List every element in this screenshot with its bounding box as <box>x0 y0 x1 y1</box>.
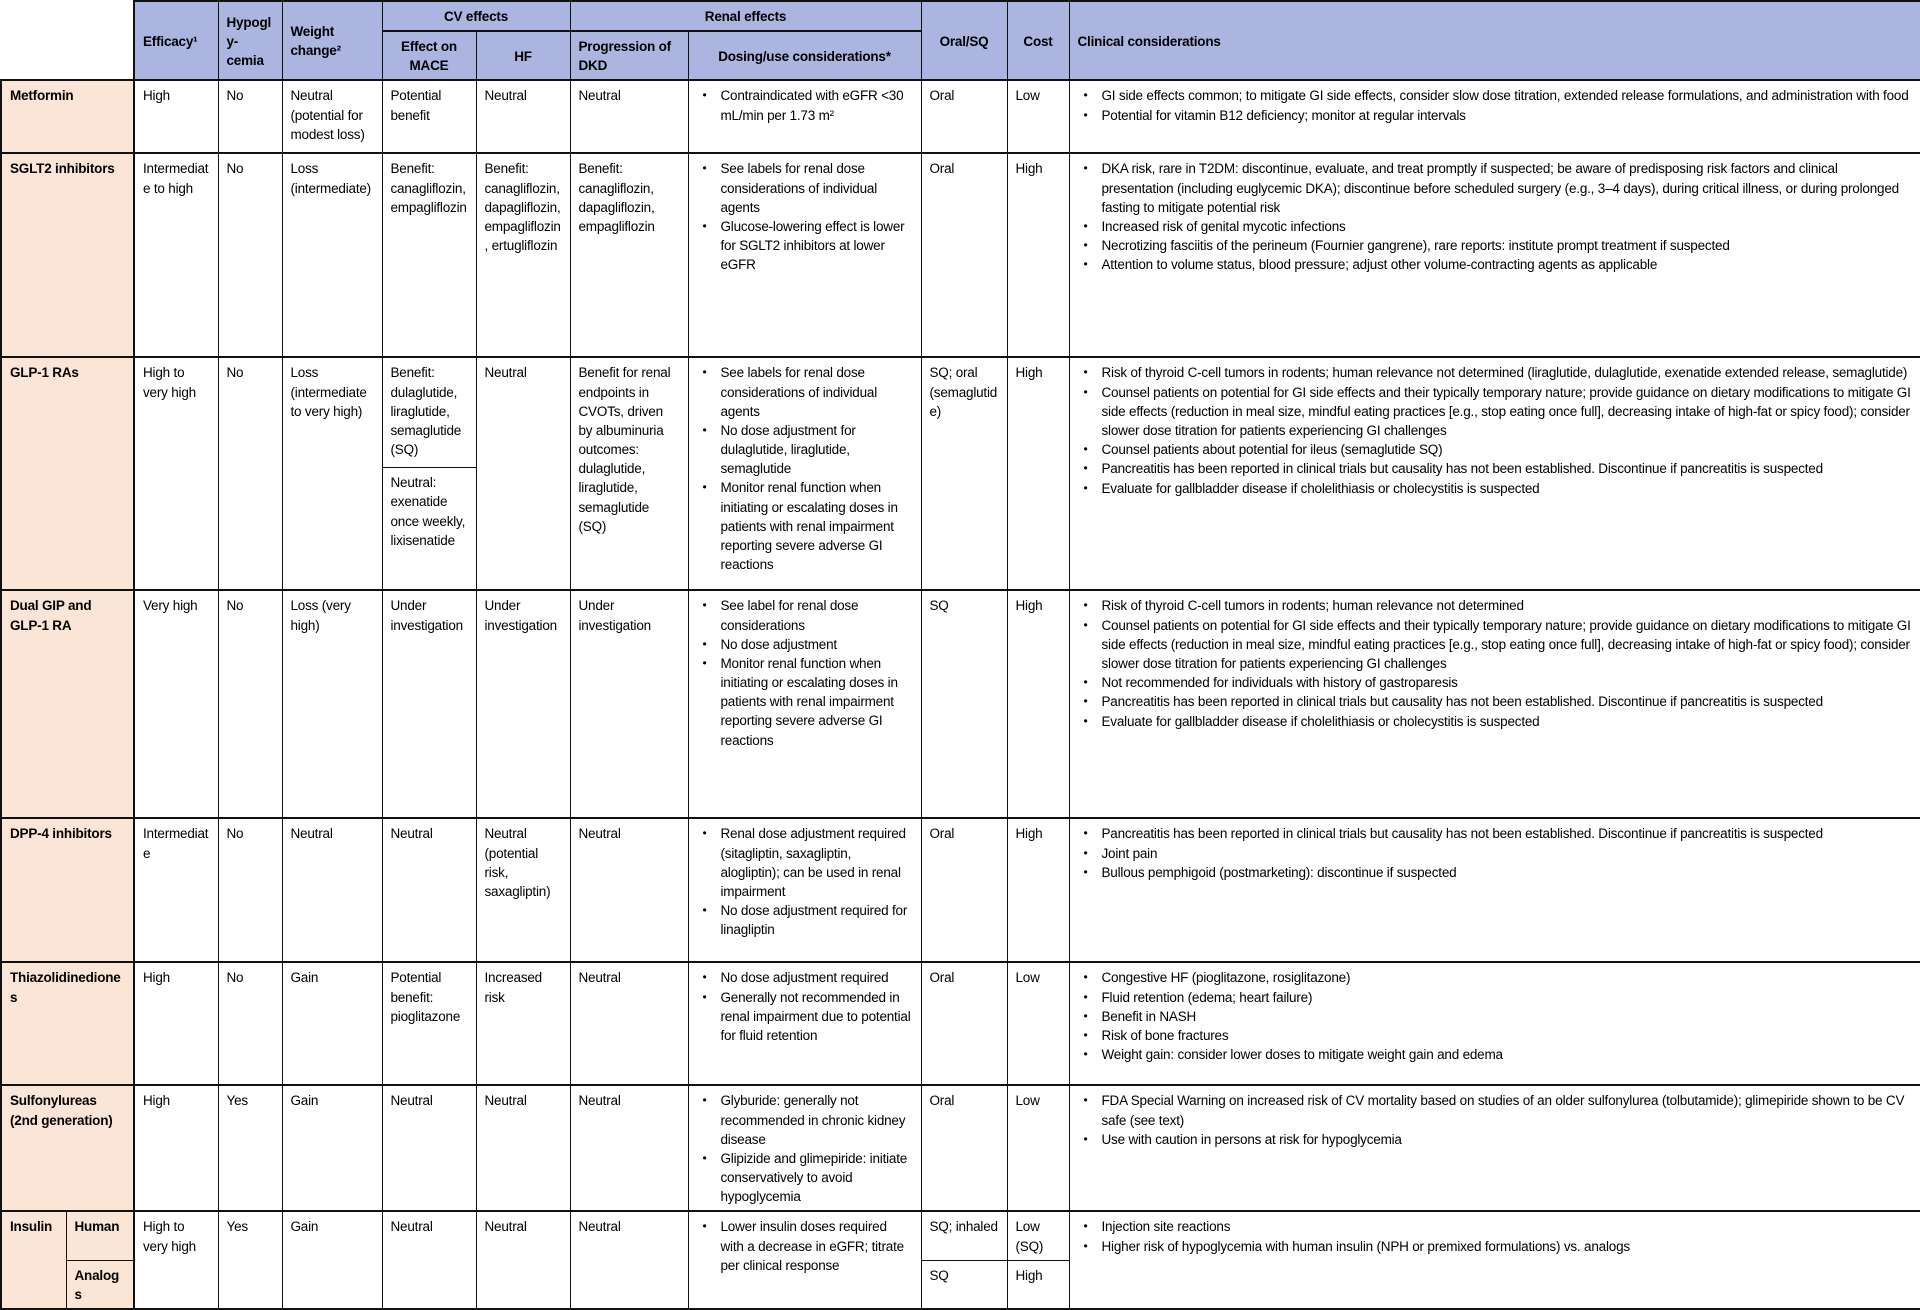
sglt2-efficacy: Intermediate to high <box>134 153 218 357</box>
bullet-item <box>697 421 913 478</box>
bullet-text: Weight gain: consider lower doses to mitigate weight gain and edema <box>1101 1047 1503 1063</box>
metformin-dosing-list <box>697 86 913 124</box>
insulin-human-cost: Low (SQ) <box>1007 1211 1069 1260</box>
bullet-icon: • <box>1083 1219 1088 1234</box>
bullet-item <box>1078 479 1913 498</box>
metformin-hypoglycemia: No <box>218 80 282 153</box>
bullet-item <box>697 635 913 654</box>
sulfonylureas-hf: Neutral <box>476 1085 570 1211</box>
col-header-oral-sq: Oral/SQ <box>921 1 1007 80</box>
dpp4-label: DPP-4 inhibitors <box>1 818 134 962</box>
sulfonylureas-efficacy: High <box>134 1085 218 1211</box>
sglt2-dosing-list <box>697 159 913 274</box>
glp1-weight-change: Loss (intermediate to very high) <box>282 357 382 590</box>
sglt2-label: SGLT2 inhibitors <box>1 153 134 357</box>
metformin-dosing <box>688 80 921 153</box>
bullet-item <box>1078 1217 1913 1236</box>
bullet-item <box>1078 616 1913 673</box>
bullet-item <box>697 901 913 939</box>
glp1-hf: Neutral <box>476 357 570 590</box>
insulin-clinical-list <box>1078 1217 1913 1255</box>
tzd-clinical-list <box>1078 968 1913 1064</box>
tzd-dosing-list <box>697 968 913 1045</box>
bullet-icon: • <box>1083 1047 1088 1062</box>
bullet-text: Congestive HF (pioglitazone, rosiglitazone) <box>1101 970 1351 986</box>
bullet-item <box>1078 844 1913 863</box>
bullet-text: Glipizide and glimepiride: initiate conservatively to avoid hypoglycemia <box>720 1150 908 1205</box>
insulin-sublabel-human: Human <box>66 1211 134 1260</box>
bullet-item <box>1078 255 1913 274</box>
bullet-item <box>1078 824 1913 843</box>
bullet-item <box>1078 692 1913 711</box>
bullet-text: Necrotizing fasciitis of the perineum (Fournier gangrene), rare reports: institute prompt treatment if suspected <box>1101 238 1730 254</box>
bullet-item <box>1078 363 1913 382</box>
bullet-text: Pancreatitis has been reported in clinical trials but causality has not been established. Discontinue if pancreatitis is suspected <box>1101 461 1823 477</box>
glp1-clinical <box>1069 357 1920 590</box>
tzd-hypoglycemia: No <box>218 962 282 1085</box>
bullet-text: See labels for renal dose considerations of individual agents <box>720 161 877 215</box>
bullet-icon: • <box>1083 970 1088 985</box>
glp1-mace-benefit: Benefit: dulaglutide, liraglutide, semaglutide (SQ) <box>383 358 476 468</box>
bullet-text: Monitor renal function when initiating or escalating doses in patients with renal impairment reporting severe adverse GI reactions <box>720 655 898 748</box>
tzd-dosing <box>688 962 921 1085</box>
bullet-icon: • <box>1083 1028 1088 1043</box>
sglt2-progression-of-dkd: Benefit: canagliflozin, dapagliflozin, empagliflozin <box>570 153 688 357</box>
sulfonylureas-hypoglycemia: Yes <box>218 1085 282 1211</box>
bullet-icon: • <box>1083 384 1088 399</box>
glp1-row <box>1 357 1920 590</box>
bullet-item <box>1078 1026 1913 1045</box>
bullet-icon: • <box>1083 617 1088 632</box>
bullet-item <box>697 478 913 574</box>
bullet-item <box>1078 863 1913 882</box>
glp1-efficacy: High to very high <box>134 357 218 590</box>
bullet-text: Not recommended for individuals with history of gastroparesis <box>1101 675 1458 691</box>
insulin-label: Insulin <box>1 1211 66 1309</box>
glp1-mace-neutral: Neutral: exenatide once weekly, lixisenatide <box>390 475 466 548</box>
sglt2-hypoglycemia: No <box>218 153 282 357</box>
sulfonylureas-oral-sq: Oral <box>921 1085 1007 1211</box>
glp1-cost: High <box>1007 357 1069 590</box>
metformin-progression-of-dkd: Neutral <box>570 80 688 153</box>
bullet-item <box>697 363 913 420</box>
bullet-text: Higher risk of hypoglycemia with human insulin (NPH or premixed formulations) vs. analogs <box>1101 1238 1630 1254</box>
bullet-item <box>1078 383 1913 440</box>
bullet-icon: • <box>1083 442 1088 457</box>
metformin-label: Metformin <box>1 80 134 153</box>
bullet-text: Pancreatitis has been reported in clinical trials but causality has not been established. Discontinue if pancreatitis is suspected <box>1101 826 1823 842</box>
bullet-text: Joint pain <box>1101 845 1158 861</box>
tzd-clinical <box>1069 962 1920 1085</box>
insulin-efficacy: High to very high <box>134 1211 218 1309</box>
bullet-text: Pancreatitis has been reported in clinical trials but causality has not been established. Discontinue if pancreatitis is suspected <box>1101 694 1823 710</box>
bullet-icon: • <box>1083 238 1088 253</box>
dpp4-hf: Neutral (potential risk, saxagliptin) <box>476 818 570 962</box>
col-header-progression-of-dkd: Progression of DKD <box>570 31 688 80</box>
insulin-analogs-cost: High <box>1007 1260 1069 1309</box>
bullet-text: See labels for renal dose considerations of individual agents <box>720 365 877 419</box>
bullet-icon: • <box>1083 694 1088 709</box>
insulin-weight-change: Gain <box>282 1211 382 1309</box>
metformin-effect-on-mace: Potential benefit <box>382 80 476 153</box>
dpp4-dosing-list <box>697 824 913 939</box>
dual-gip-efficacy: Very high <box>134 590 218 818</box>
col-header-dosing: Dosing/use considerations* <box>688 31 921 80</box>
bullet-icon: • <box>702 161 707 176</box>
bullet-item <box>1078 86 1913 105</box>
dual-gip-row <box>1 590 1920 818</box>
bullet-item <box>1078 673 1913 692</box>
dpp4-oral-sq: Oral <box>921 818 1007 962</box>
bullet-icon: • <box>1083 107 1088 122</box>
bullet-text: Renal dose adjustment required (sitagliptin, saxagliptin, alogliptin); can be used in renal impairment <box>720 826 906 899</box>
sulfonylureas-row <box>1 1085 1920 1211</box>
bullet-item <box>697 159 913 216</box>
dual-gip-oral-sq: SQ <box>921 590 1007 818</box>
bullet-icon: • <box>1083 1131 1088 1146</box>
bullet-icon: • <box>1083 161 1088 176</box>
bullet-text: Injection site reactions <box>1101 1219 1231 1235</box>
insulin-progression-of-dkd: Neutral <box>570 1211 688 1309</box>
col-header-hypoglycemia: Hypogly-cemia <box>218 1 282 80</box>
tzd-efficacy: High <box>134 962 218 1085</box>
insulin-human-row <box>1 1211 1920 1260</box>
glp1-clinical-list <box>1078 363 1913 497</box>
sulfonylureas-dosing <box>688 1085 921 1211</box>
bullet-item <box>697 988 913 1045</box>
bullet-item <box>697 86 913 124</box>
bullet-text: Evaluate for gallbladder disease if cholelithiasis or cholecystitis is suspected <box>1101 480 1540 496</box>
insulin-hypoglycemia: Yes <box>218 1211 282 1309</box>
glp1-hypoglycemia: No <box>218 357 282 590</box>
bullet-icon: • <box>1083 598 1088 613</box>
metformin-clinical <box>1069 80 1920 153</box>
bullet-text: Contraindicated with eGFR <30 mL/min per 1.73 m² <box>720 88 904 123</box>
bullet-icon: • <box>1083 1238 1088 1253</box>
sglt2-cost: High <box>1007 153 1069 357</box>
bullet-item <box>1078 1045 1913 1064</box>
tzd-label: Thiazolidinediones <box>1 962 134 1085</box>
bullet-text: Counsel patients about potential for ileus (semaglutide SQ) <box>1101 442 1443 458</box>
bullet-text: No dose adjustment required for linagliptin <box>720 903 908 938</box>
insulin-dosing <box>688 1211 921 1309</box>
bullet-item <box>1078 1130 1913 1149</box>
sulfonylureas-progression-of-dkd: Neutral <box>570 1085 688 1211</box>
bullet-item <box>697 1217 913 1274</box>
sglt2-dosing <box>688 153 921 357</box>
bullet-text: Glyburide: generally not recommended in chronic kidney disease <box>720 1093 906 1147</box>
dual-gip-cost: High <box>1007 590 1069 818</box>
glp1-progression-of-dkd: Benefit for renal endpoints in CVOTs, driven by albuminuria outcomes: dulaglutide, liraglutide, semaglutide (SQ) <box>570 357 688 590</box>
bullet-item <box>697 654 913 750</box>
bullet-text: Monitor renal function when initiating or escalating doses in patients with renal impairment reporting severe adverse GI reactions <box>720 480 898 573</box>
tzd-weight-change: Gain <box>282 962 382 1085</box>
bullet-item <box>1078 217 1913 236</box>
bullet-icon: • <box>1083 845 1088 860</box>
insulin-sublabel-analogs: Analogs <box>66 1260 134 1309</box>
tzd-effect-on-mace: Potential benefit: pioglitazone <box>382 962 476 1085</box>
bullet-text: No dose adjustment for dulaglutide, liraglutide, semaglutide <box>720 422 856 477</box>
bullet-text: FDA Special Warning on increased risk of CV mortality based on studies of an older sulfonylurea (tolbutamide); glimepiride shown to be CV safe (see text) <box>1101 1093 1905 1128</box>
dual-gip-dosing <box>688 590 921 818</box>
bullet-item <box>697 217 913 274</box>
sulfonylureas-label: Sulfonylureas (2nd generation) <box>1 1085 134 1211</box>
sulfonylureas-clinical <box>1069 1085 1920 1211</box>
metformin-cost: Low <box>1007 80 1069 153</box>
bullet-icon: • <box>1083 257 1088 272</box>
bullet-icon: • <box>1083 218 1088 233</box>
bullet-icon: • <box>702 598 707 613</box>
bullet-text: No dose adjustment required <box>720 970 889 986</box>
bullet-icon: • <box>1083 713 1088 728</box>
bullet-icon: • <box>702 480 707 495</box>
bullet-item <box>1078 988 1913 1007</box>
sulfonylureas-cost: Low <box>1007 1085 1069 1211</box>
tzd-progression-of-dkd: Neutral <box>570 962 688 1085</box>
bullet-icon: • <box>702 970 707 985</box>
dpp4-dosing <box>688 818 921 962</box>
corner-cell <box>1 1 134 80</box>
sglt2-clinical-list <box>1078 159 1913 274</box>
bullet-icon: • <box>702 88 707 103</box>
col-header-efficacy: Efficacy¹ <box>134 1 218 80</box>
dpp4-clinical <box>1069 818 1920 962</box>
bullet-icon: • <box>702 655 707 670</box>
bullet-item <box>1078 596 1913 615</box>
bullet-icon: • <box>702 422 707 437</box>
sglt2-weight-change: Loss (intermediate) <box>282 153 382 357</box>
bullet-icon: • <box>702 903 707 918</box>
tzd-cost: Low <box>1007 962 1069 1085</box>
sulfonylureas-clinical-list <box>1078 1091 1913 1149</box>
bullet-text: Evaluate for gallbladder disease if cholelithiasis or cholecystitis is suspected <box>1101 713 1540 729</box>
dual-gip-clinical-list <box>1078 596 1913 730</box>
bullet-item <box>1078 440 1913 459</box>
col-header-hf: HF <box>476 31 570 80</box>
bullet-text: Lower insulin doses required with a decrease in eGFR; titrate per clinical response <box>720 1219 904 1273</box>
sglt2-effect-on-mace: Benefit: canagliflozin, empagliflozin <box>382 153 476 357</box>
dual-gip-clinical <box>1069 590 1920 818</box>
insulin-analogs-oral-sq: SQ <box>921 1260 1007 1309</box>
bullet-text: Attention to volume status, blood pressure; adjust other volume-contracting agents as applicable <box>1101 257 1658 273</box>
sulfonylureas-effect-on-mace: Neutral <box>382 1085 476 1211</box>
col-header-weight-change: Weight change² <box>282 1 382 80</box>
bullet-text: Potential for vitamin B12 deficiency; monitor at regular intervals <box>1101 107 1466 123</box>
bullet-text: DKA risk, rare in T2DM: discontinue, evaluate, and treat promptly if suspected; be aware of predisposing risk factors and clinical presentation (including euglycemic DKA); discontinue before scheduled surgery (e.g., 3–4 days), during critical illness, or during prolonged fasting to mitigate potential risk <box>1101 161 1899 215</box>
bullet-text: Glucose-lowering effect is lower for SGLT2 inhibitors at lower eGFR <box>720 218 905 273</box>
bullet-item <box>697 596 913 634</box>
dpp4-effect-on-mace: Neutral <box>382 818 476 962</box>
bullet-icon: • <box>1083 365 1088 380</box>
glp1-dosing-list <box>697 363 913 574</box>
glp1-label: GLP-1 RAs <box>1 357 134 590</box>
bullet-icon: • <box>1083 88 1088 103</box>
dual-gip-progression-of-dkd: Under investigation <box>570 590 688 818</box>
bullet-text: See label for renal dose considerations <box>720 598 859 633</box>
dpp4-cost: High <box>1007 818 1069 962</box>
bullet-icon: • <box>702 636 707 651</box>
glp1-dosing <box>688 357 921 590</box>
insulin-dosing-list <box>697 1217 913 1274</box>
insulin-clinical <box>1069 1211 1920 1309</box>
bullet-text: Risk of thyroid C-cell tumors in rodents; human relevance not determined <box>1101 598 1524 614</box>
bullet-icon: • <box>1083 461 1088 476</box>
bullet-icon: • <box>702 365 707 380</box>
sulfonylureas-weight-change: Gain <box>282 1085 382 1211</box>
bullet-icon: • <box>1083 1093 1088 1108</box>
sglt2-hf: Benefit: canagliflozin, dapagliflozin, empagliflozin, ertugliflozin <box>476 153 570 357</box>
glp1-oral-sq: SQ; oral (semaglutide) <box>921 357 1007 590</box>
bullet-icon: • <box>1083 826 1088 841</box>
metformin-clinical-list <box>1078 86 1913 124</box>
metformin-weight-change: Neutral (potential for modest loss) <box>282 80 382 153</box>
bullet-icon: • <box>702 989 707 1004</box>
bullet-item <box>1078 236 1913 255</box>
dual-gip-hypoglycemia: No <box>218 590 282 818</box>
insulin-hf: Neutral <box>476 1211 570 1309</box>
bullet-icon: • <box>702 826 707 841</box>
bullet-text: Counsel patients on potential for GI side effects and their typically temporary nature; provide guidance on dietary modifications to mitigate GI side effects (reduction in meal size, mindful eating practices [e.g., stop eating once full], decreasing intake of high-fat or spicy food); consider slower dose titration for patients experiencing GI challenges <box>1101 617 1911 671</box>
bullet-icon: • <box>702 218 707 233</box>
bullet-icon: • <box>702 1150 707 1165</box>
metformin-hf: Neutral <box>476 80 570 153</box>
sglt2-row <box>1 153 1920 357</box>
insulin-effect-on-mace: Neutral <box>382 1211 476 1309</box>
col-header-effect-on-mace: Effect on MACE <box>382 31 476 80</box>
tzd-hf: Increased risk <box>476 962 570 1085</box>
col-header-clinical: Clinical considerations <box>1069 1 1920 80</box>
dual-gip-weight-change: Loss (very high) <box>282 590 382 818</box>
bullet-text: Benefit in NASH <box>1101 1008 1197 1024</box>
bullet-text: Bullous pemphigoid (postmarketing): discontinue if suspected <box>1101 864 1457 880</box>
dual-gip-dosing-list <box>697 596 913 749</box>
bullet-text: Risk of thyroid C-cell tumors in rodents; human relevance not determined (liraglutide, dulaglutide, exenatide extended release, semaglutide) <box>1101 365 1908 381</box>
bullet-item <box>1078 1091 1913 1129</box>
bullet-item <box>1078 968 1913 987</box>
bullet-icon: • <box>1083 480 1088 495</box>
dpp4-row <box>1 818 1920 962</box>
bullet-text: GI side effects common; to mitigate GI side effects, consider slow dose titration, extended release formulations, and administration with food <box>1101 88 1909 104</box>
bullet-icon: • <box>702 1093 707 1108</box>
dual-gip-hf: Under investigation <box>476 590 570 818</box>
bullet-icon: • <box>1083 989 1088 1004</box>
bullet-text: Increased risk of genital mycotic infections <box>1101 218 1346 234</box>
bullet-text: Counsel patients on potential for GI side effects and their typically temporary nature; provide guidance on dietary modifications to mitigate GI side effects (reduction in meal size, mindful eating practices [e.g., stop eating once full], decreasing intake of high-fat or spicy food); consider slower dose titration for patients experiencing GI challenges <box>1101 384 1911 438</box>
bullet-item <box>1078 106 1913 125</box>
metformin-efficacy: High <box>134 80 218 153</box>
dpp4-efficacy: Intermediate <box>134 818 218 962</box>
bullet-item <box>1078 1007 1913 1026</box>
bullet-icon: • <box>1083 1008 1088 1023</box>
metformin-row <box>1 80 1920 153</box>
bullet-text: Risk of bone fractures <box>1101 1028 1229 1044</box>
bullet-item <box>1078 159 1913 216</box>
bullet-item <box>1078 712 1913 731</box>
group-header-renal-effects: Renal effects <box>570 1 921 31</box>
bullet-item <box>697 824 913 901</box>
tzd-oral-sq: Oral <box>921 962 1007 1085</box>
sglt2-clinical <box>1069 153 1920 357</box>
bullet-text: Generally not recommended in renal impairment due to potential for fluid retention <box>720 989 911 1043</box>
metformin-oral-sq: Oral <box>921 80 1007 153</box>
dpp4-hypoglycemia: No <box>218 818 282 962</box>
dual-gip-effect-on-mace: Under investigation <box>382 590 476 818</box>
glp1-effect-on-mace <box>382 357 476 590</box>
dpp4-clinical-list <box>1078 824 1913 882</box>
tzd-row <box>1 962 1920 1085</box>
bullet-item <box>697 968 913 987</box>
bullet-icon: • <box>1083 864 1088 879</box>
group-header-cv-effects: CV effects <box>382 1 570 31</box>
sglt2-oral-sq: Oral <box>921 153 1007 357</box>
bullet-icon: • <box>1083 675 1088 690</box>
bullet-icon: • <box>702 1219 707 1234</box>
col-header-cost: Cost <box>1007 1 1069 80</box>
bullet-text: No dose adjustment <box>720 636 837 652</box>
header-group-row <box>1 1 1920 31</box>
insulin-human-oral-sq: SQ; inhaled <box>921 1211 1007 1260</box>
bullet-text: Use with caution in persons at risk for hypoglycemia <box>1101 1131 1402 1147</box>
bullet-item <box>1078 1237 1913 1256</box>
dpp4-progression-of-dkd: Neutral <box>570 818 688 962</box>
bullet-item <box>1078 459 1913 478</box>
bullet-item <box>697 1091 913 1148</box>
dual-gip-label: Dual GIP and GLP-1 RA <box>1 590 134 818</box>
sulfonylureas-dosing-list <box>697 1091 913 1206</box>
bullet-item <box>697 1149 913 1206</box>
dpp4-weight-change: Neutral <box>282 818 382 962</box>
bullet-text: Fluid retention (edema; heart failure) <box>1101 989 1313 1005</box>
